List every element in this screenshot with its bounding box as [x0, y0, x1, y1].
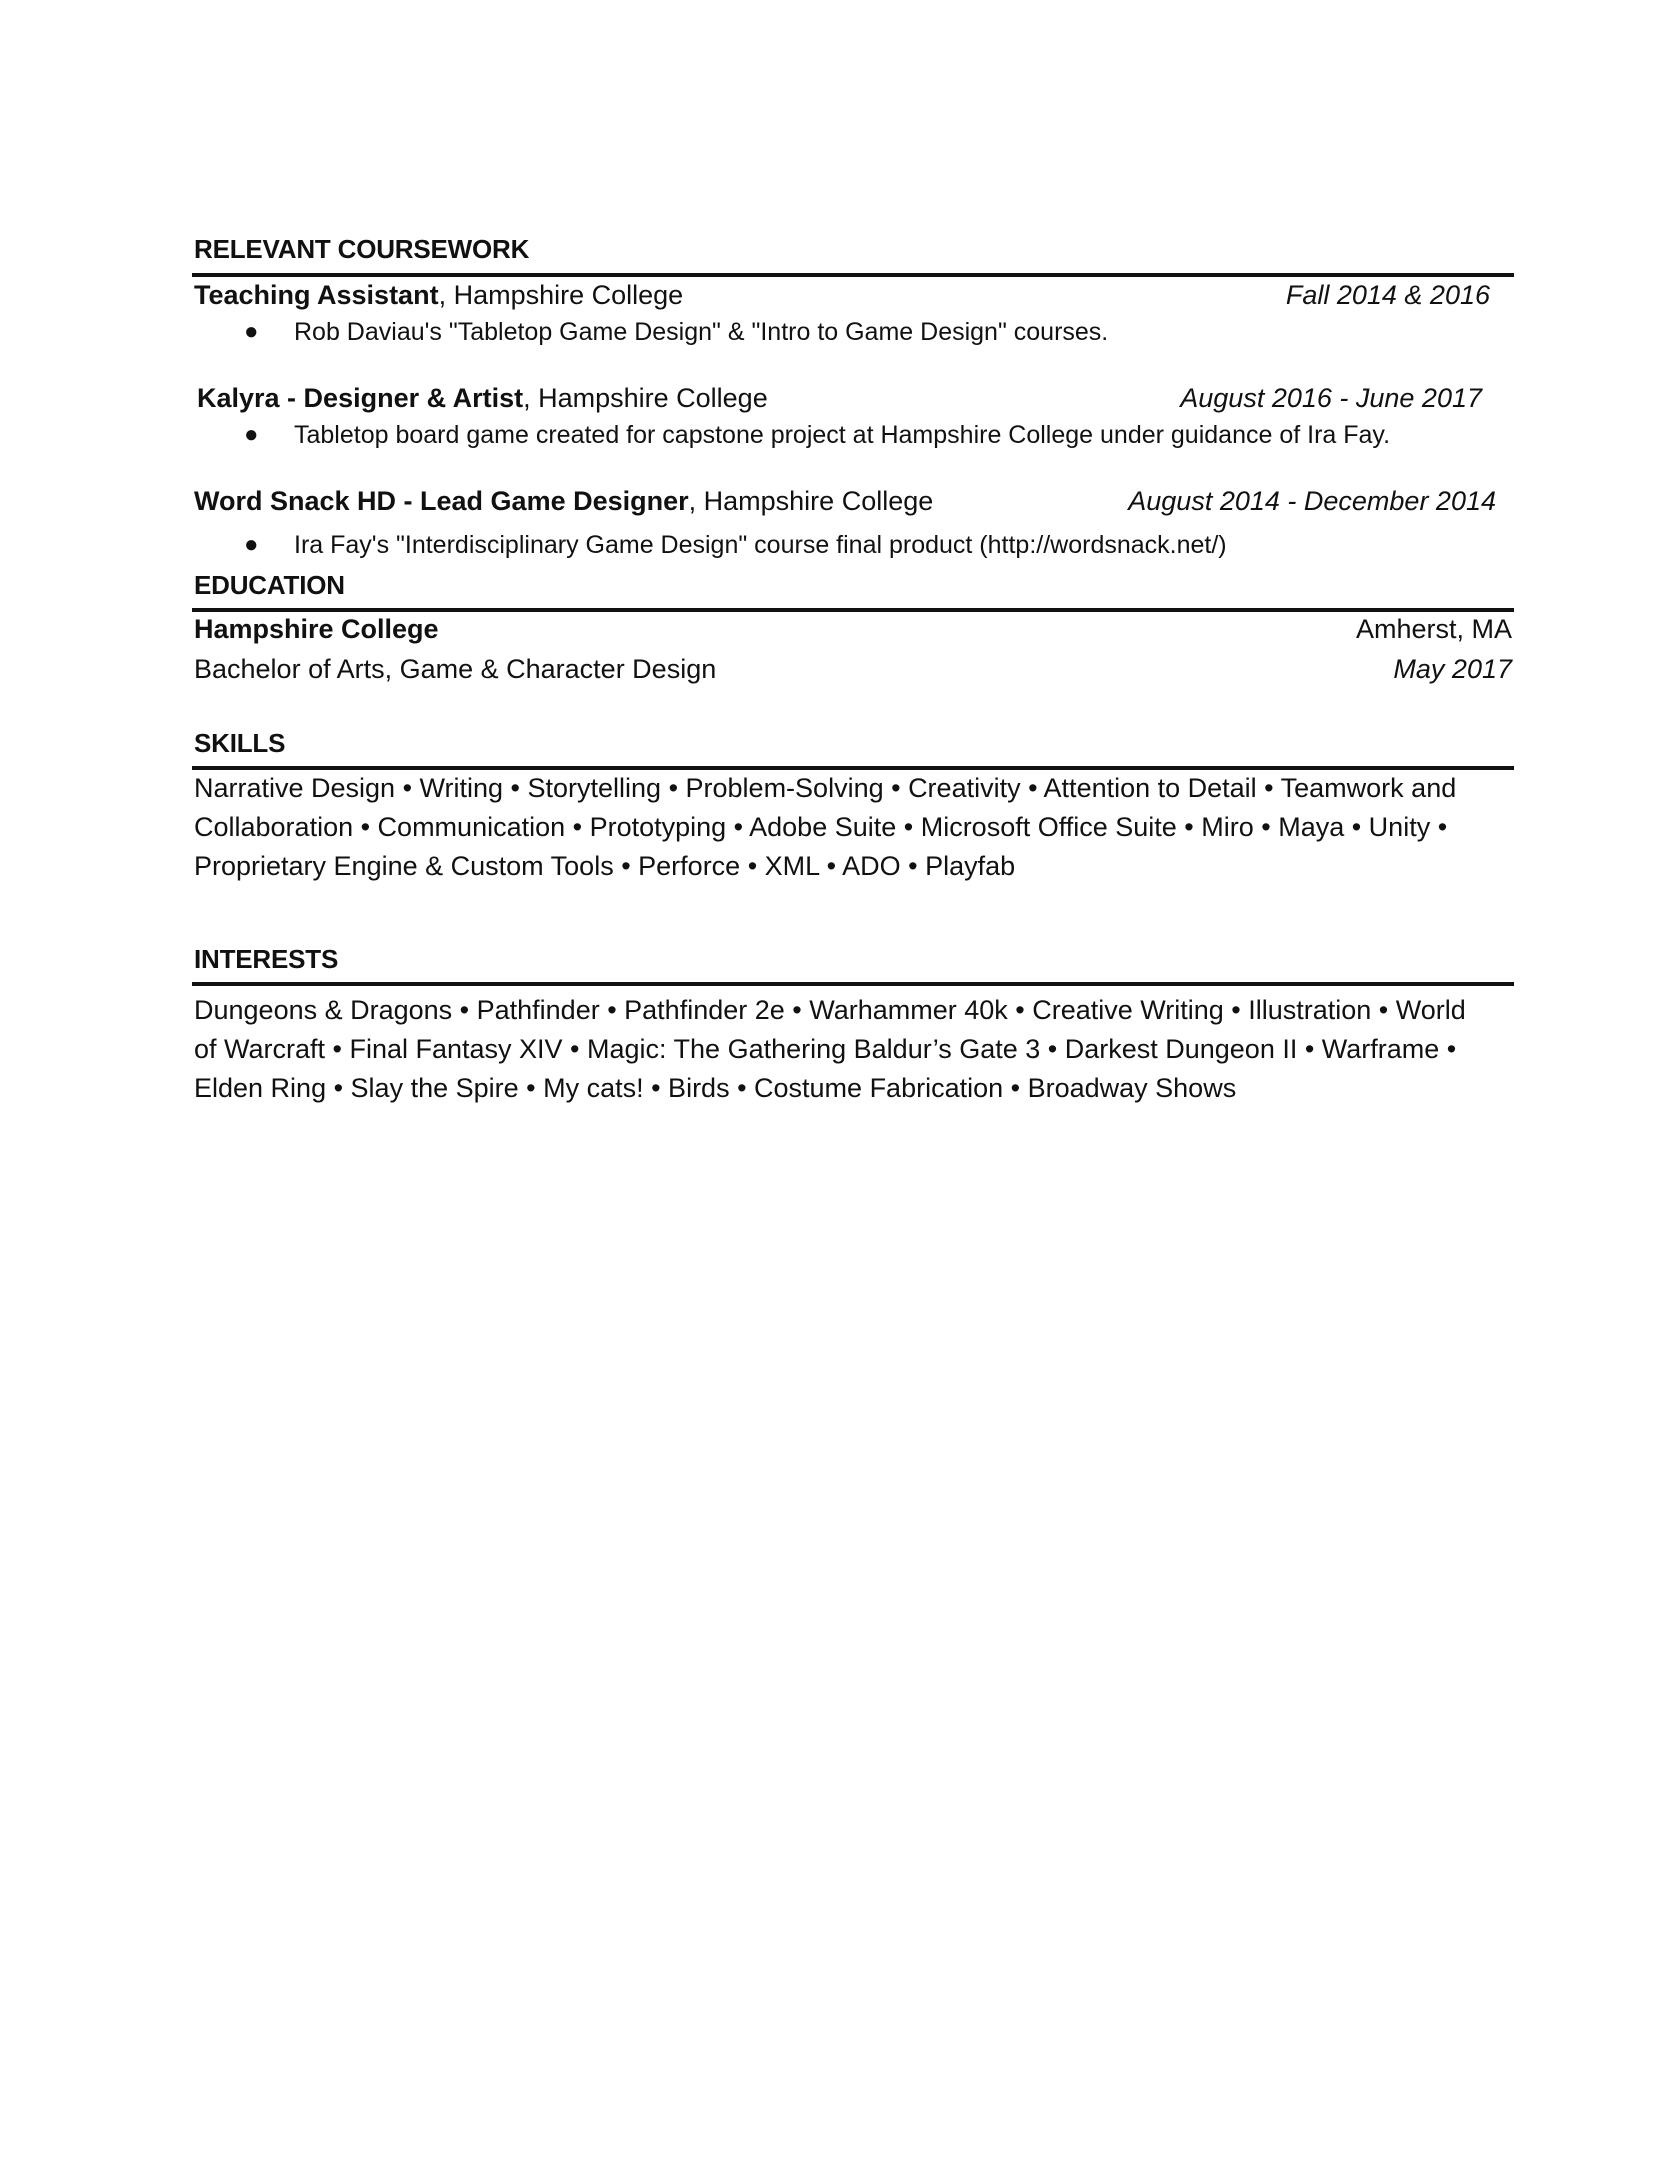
- coursework-entry-bullet: Tabletop board game created for capstone project at Hampshire College under guidance of Ira Fay.: [294, 421, 1391, 449]
- skills-line: Collaboration • Communication • Prototyping • Adobe Suite • Microsoft Office Suite • Miro • Maya • Unity •: [194, 812, 1448, 842]
- interests-line: Dungeons & Dragons • Pathfinder • Pathfinder 2e • Warhammer 40k • Creative Writing • Illustration • World: [194, 995, 1466, 1025]
- coursework-entry-org: , Hampshire College: [688, 486, 934, 516]
- education-degree: Bachelor of Arts, Game & Character Design: [194, 654, 717, 684]
- bullet-icon: ●: [244, 421, 259, 448]
- coursework-entry-title-line: [197, 383, 768, 414]
- bullet-icon: ●: [244, 531, 259, 558]
- coursework-heading: RELEVANT COURSEWORK: [194, 234, 530, 264]
- coursework-entry-dates: Fall 2014 & 2016: [1285, 280, 1490, 310]
- coursework-entry-title: Teaching Assistant: [194, 280, 439, 310]
- education-location: Amherst, MA: [1355, 614, 1512, 644]
- coursework-entry-org: , Hampshire College: [438, 280, 684, 310]
- coursework-entry-dates: August 2014 - December 2014: [1128, 486, 1496, 516]
- skills-list: [194, 769, 1504, 886]
- education-school: Hampshire College: [194, 614, 439, 644]
- education-rule: [192, 608, 1514, 612]
- coursework-entry-dates: August 2016 - June 2017: [1180, 383, 1482, 413]
- skills-line: Proprietary Engine & Custom Tools • Perforce • XML • ADO • Playfab: [194, 851, 1016, 881]
- interests-rule: [192, 982, 1514, 986]
- coursework-entry-title-line: [194, 280, 683, 311]
- coursework-entry-title: Kalyra - Designer & Artist: [197, 383, 524, 413]
- interests-heading: INTERESTS: [194, 944, 339, 974]
- interests-list: [194, 991, 1504, 1108]
- education-heading: EDUCATION: [194, 570, 345, 600]
- coursework-entry-title-line: [194, 486, 933, 517]
- coursework-entry-bullet: Ira Fay's "Interdisciplinary Game Design" course final product (http://wordsnack.net/): [294, 531, 1227, 559]
- coursework-entry-title: Word Snack HD - Lead Game Designer: [194, 486, 689, 516]
- education-date: May 2017: [1393, 654, 1512, 684]
- coursework-entry-org: , Hampshire College: [523, 383, 768, 413]
- coursework-rule: [192, 273, 1514, 277]
- skills-line: Narrative Design • Writing • Storytelling • Problem-Solving • Creativity • Attention to Detail • Teamwork and: [194, 773, 1457, 803]
- interests-line: of Warcraft • Final Fantasy XIV • Magic: The Gathering Baldur’s Gate 3 • Darkest Dungeon II • Warframe •: [194, 1034, 1457, 1064]
- bullet-icon: ●: [244, 318, 259, 345]
- interests-line: Elden Ring • Slay the Spire • My cats! • Birds • Costume Fabrication • Broadway Shows: [194, 1073, 1237, 1103]
- coursework-entry-bullet: Rob Daviau's "Tabletop Game Design" & "Intro to Game Design" courses.: [294, 318, 1109, 346]
- skills-heading: SKILLS: [194, 728, 286, 758]
